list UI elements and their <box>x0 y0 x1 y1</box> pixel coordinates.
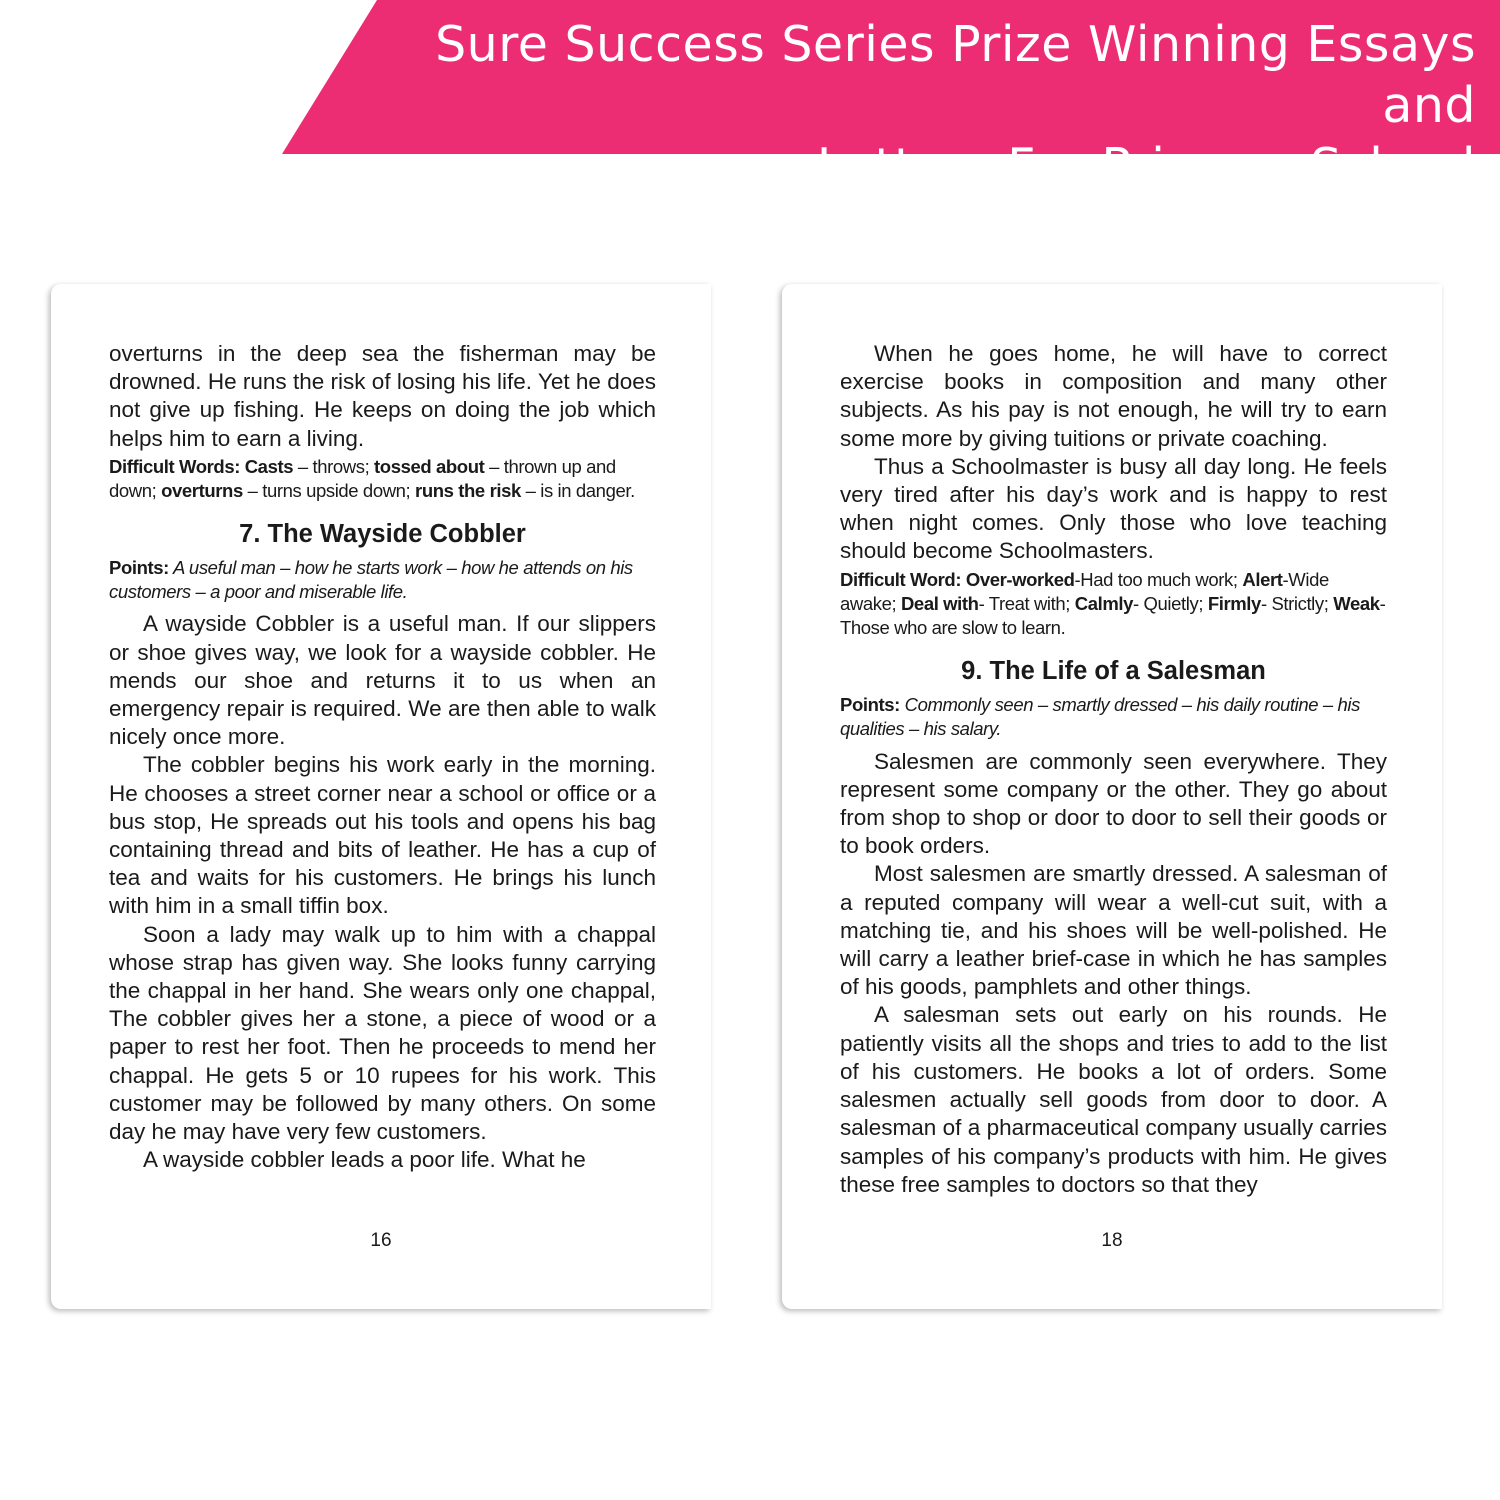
essay-heading: 9. The Life of a Salesman <box>961 656 1266 685</box>
paragraph: Thus a Schoolmaster is busy all day long. He feels very tired after his day’s work and is happy to rest when night comes. Only those who love teaching should become Schoolmasters. <box>840 453 1387 564</box>
paragraph: When he goes home, he will have to correct exercise books in composition and many other subjects. As his pay is not enough, he will try to earn some more by giving tuitions or private coaching. <box>840 341 1387 451</box>
page-content <box>109 340 656 1175</box>
banner-title-line-2: Letters For Primary School <box>816 138 1476 195</box>
essay-points: Points: A useful man – how he starts work – how he attends on his customers – a poor and miserable life. <box>109 556 633 603</box>
paragraph: Salesmen are commonly seen everywhere. They represent some company or the other. They go about from shop to shop or door to door to sell their goods or to book orders. <box>840 748 1387 859</box>
paragraph: The cobbler begins his work early in the morning. He chooses a street corner near a school or office or a bus stop, He spreads out his tools and opens his bag containing thread and bits of leather. He has a cup of tea and waits for his customers. He brings his lunch with him in a small tiffin box. <box>109 752 656 919</box>
paragraph: A wayside cobbler leads a poor life. What he <box>143 1147 586 1173</box>
difficult-words: Difficult Words: Casts – throws; tossed about – thrown up and down; overturns – turns upside down; runs the risk – is in danger. <box>109 455 635 502</box>
essay-points: Points: Commonly seen – smartly dressed – his daily routine – his qualities – his salary. <box>840 693 1360 740</box>
book-page-right <box>782 284 1442 1309</box>
banner-title-line-1: Sure Success Series Prize Winning Essays and <box>435 16 1476 134</box>
page-number: 16 <box>370 1230 392 1251</box>
paragraph: A wayside Cobbler is a useful man. If our slippers or shoe gives way, we look for a wayside cobbler. He mends our shoe and returns it to us when an emergency repair is required. We are then able to walk nicely once more. <box>109 611 656 750</box>
paragraph: Most salesmen are smartly dressed. A salesman of a reputed company will wear a well-cut suit, with a matching tie, and his shoes will be well-polished. He will carry a leather brief-case in which he has samples of his goods, pamphlets and other things. <box>840 861 1387 1000</box>
paragraph: Soon a lady may walk up to him with a chappal whose strap has given way. She looks funny carrying the chappal in her hand. She wears only one chappal, The cobbler gives her a stone, a piece of wood or a paper to rest her foot. Then he proceeds to mend her chappal. He gets 5 or 10 rupees for his work. This customer may be followed by many others. On some day he may have very few customers. <box>109 921 656 1145</box>
difficult-words: Difficult Word: Over-worked-Had too much work; Alert-Wide awake; Deal with- Treat with; Calmly- Quietly; Firmly- Strictly; Weak-Those who are slow to learn. <box>840 568 1386 639</box>
page-number: 18 <box>1101 1230 1123 1251</box>
book-page-left <box>51 284 711 1309</box>
paragraph: A salesman sets out early on his rounds. He patiently visits all the shops and tries to add to the list of his customers. He books a lot of orders. Some salesmen actually sell goods from door to door. A salesman of a pharmaceutical company usually carries samples of his company’s products with him. He gives these free samples to doctors so that they <box>840 1002 1387 1197</box>
paragraph: overturns in the deep sea the fisherman may be drowned. He runs the risk of losing his life. Yet he does not give up fishing. He keeps on doing the job which helps him to earn a living. <box>109 341 656 451</box>
page-content <box>840 340 1387 1199</box>
essay-heading: 7. The Wayside Cobbler <box>239 519 526 548</box>
banner-title <box>376 14 1476 197</box>
